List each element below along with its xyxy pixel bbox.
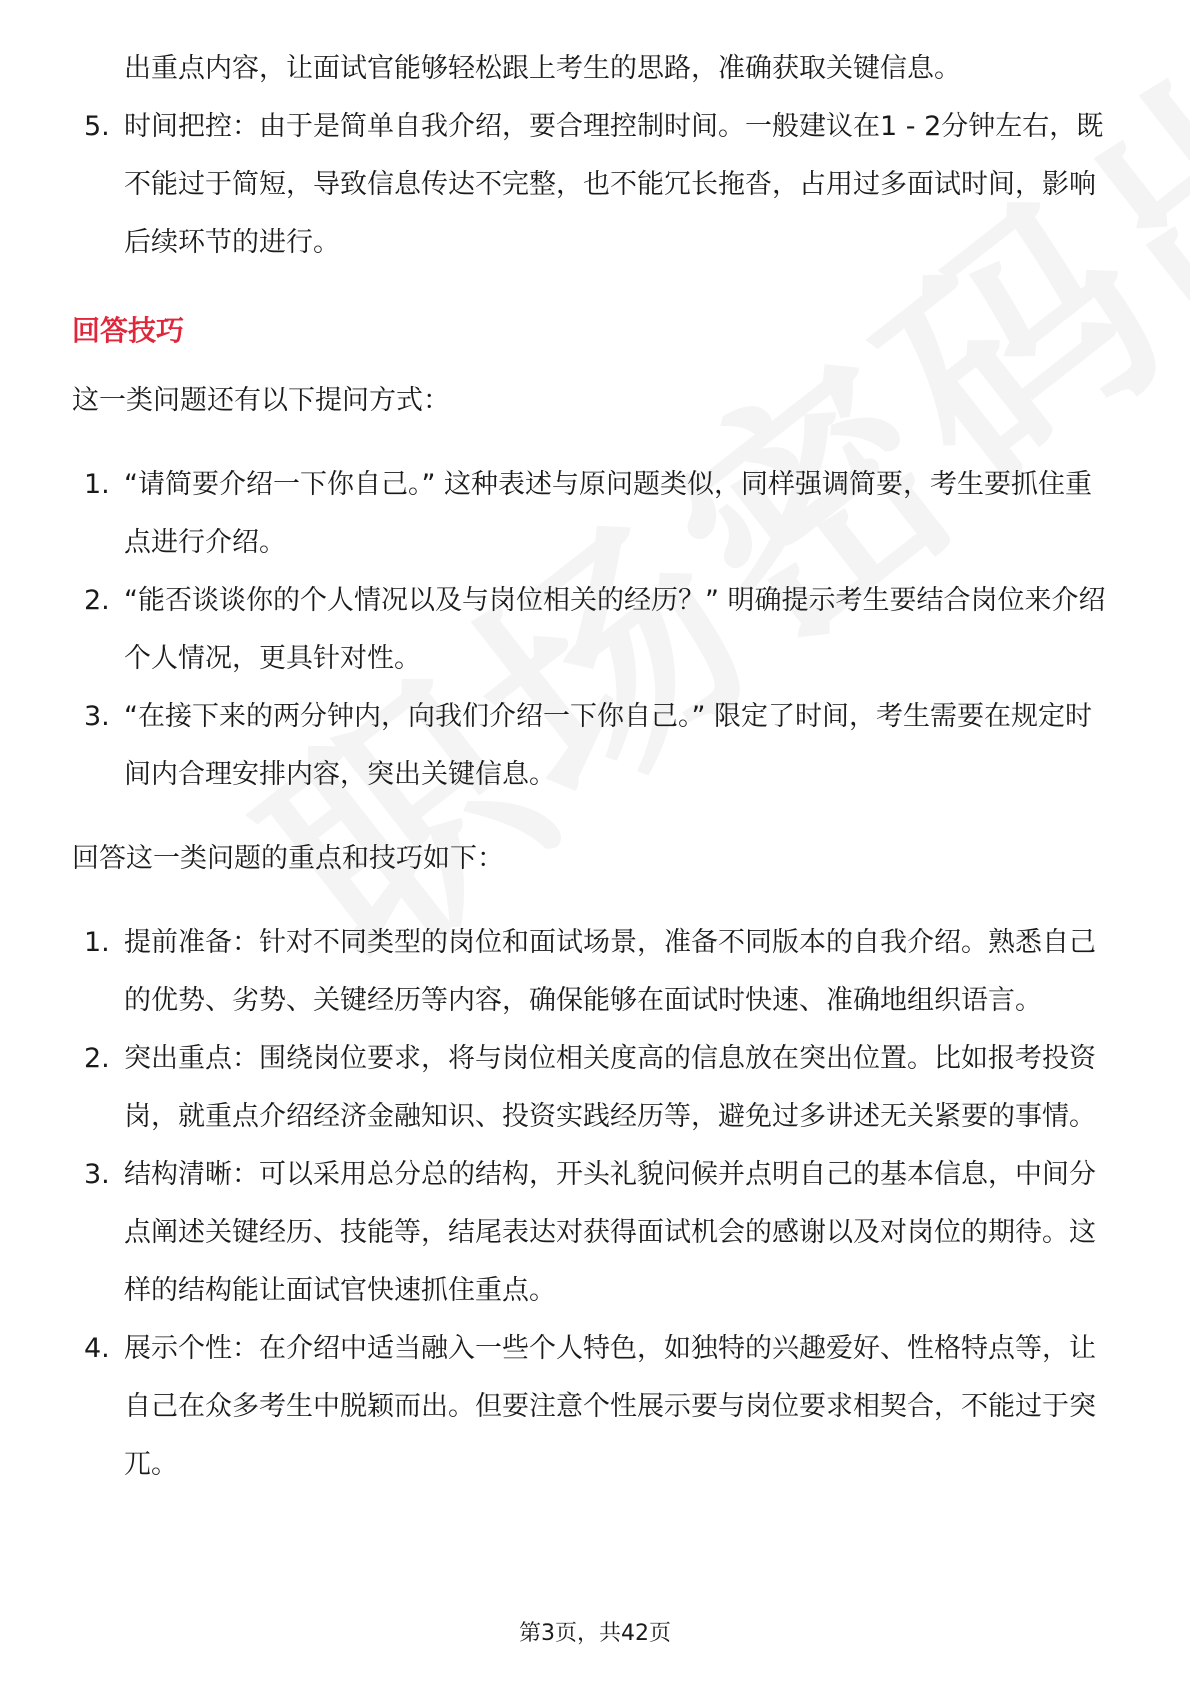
list-text: 展示个性：在介绍中适当融入一些个人特色，如独特的兴趣爱好、性格特点等，让自己在众多考生中脱颖而出。但要注意个性展示要与岗位要求相契合，不能过于突兀。 bbox=[124, 1333, 1096, 1480]
list-number: 1. bbox=[84, 469, 110, 500]
list-number: 3. bbox=[84, 1159, 110, 1190]
list-item bbox=[72, 688, 1112, 804]
page-content bbox=[72, 40, 1112, 1494]
section-heading: 回答技巧 bbox=[72, 314, 185, 347]
continued-paragraph: 出重点内容，让面试官能够轻松跟上考生的思路，准确获取关键信息。 bbox=[124, 53, 961, 84]
list-number: 2. bbox=[84, 585, 110, 616]
list-text: “能否谈谈你的个人情况以及与岗位相关的经历？” 明确提示考生要结合岗位来介绍个人情况，更具针对性。 bbox=[124, 585, 1106, 674]
intro-paragraph: 这一类问题还有以下提问方式： bbox=[72, 385, 450, 416]
tips-intro-paragraph: 回答这一类问题的重点和技巧如下： bbox=[72, 843, 504, 874]
question-variants-list bbox=[72, 456, 1112, 804]
list-item bbox=[72, 1030, 1112, 1146]
list-text: 时间把控：由于是简单自我介绍，要合理控制时间。一般建议在1 - 2分钟左右，既不能过于简短，导致信息传达不完整，也不能冗长拖沓，占用过多面试时间，影响后续环节的进行。 bbox=[124, 111, 1104, 258]
list-item bbox=[72, 1146, 1112, 1320]
list-number: 3. bbox=[84, 701, 110, 732]
list-item bbox=[72, 1320, 1112, 1494]
list-text: 结构清晰：可以采用总分总的结构，开头礼貌问候并点明自己的基本信息，中间分点阐述关键经历、技能等，结尾表达对获得面试机会的感谢以及对岗位的期待。这样的结构能让面试官快速抓住重点。 bbox=[124, 1159, 1096, 1306]
tips-list bbox=[72, 914, 1112, 1494]
list-item bbox=[72, 914, 1112, 1030]
list-text: “在接下来的两分钟内，向我们介绍一下你自己。” 限定了时间，考生需要在规定时间内合理安排内容，突出关键信息。 bbox=[124, 701, 1093, 790]
list-item bbox=[72, 572, 1112, 688]
list-number: 1. bbox=[84, 927, 110, 958]
list-item bbox=[72, 98, 1112, 272]
list-number: 2. bbox=[84, 1043, 110, 1074]
list-text: “请简要介绍一下你自己。” 这种表述与原问题类似，同样强调简要，考生要抓住重点进行介绍。 bbox=[124, 469, 1093, 558]
list-text: 提前准备：针对不同类型的岗位和面试场景，准备不同版本的自我介绍。熟悉自己的优势、劣势、关键经历等内容，确保能够在面试时快速、准确地组织语言。 bbox=[124, 927, 1096, 1016]
page-footer: 第3页，共42页 bbox=[519, 1621, 671, 1646]
previous-list bbox=[72, 98, 1112, 272]
list-text: 突出重点：围绕岗位要求，将与岗位相关度高的信息放在突出位置。比如报考投资岗，就重点介绍经济金融知识、投资实践经历等，避免过多讲述无关紧要的事情。 bbox=[124, 1043, 1096, 1132]
list-item bbox=[72, 456, 1112, 572]
list-number: 5. bbox=[84, 111, 110, 142]
list-number: 4. bbox=[84, 1333, 110, 1364]
